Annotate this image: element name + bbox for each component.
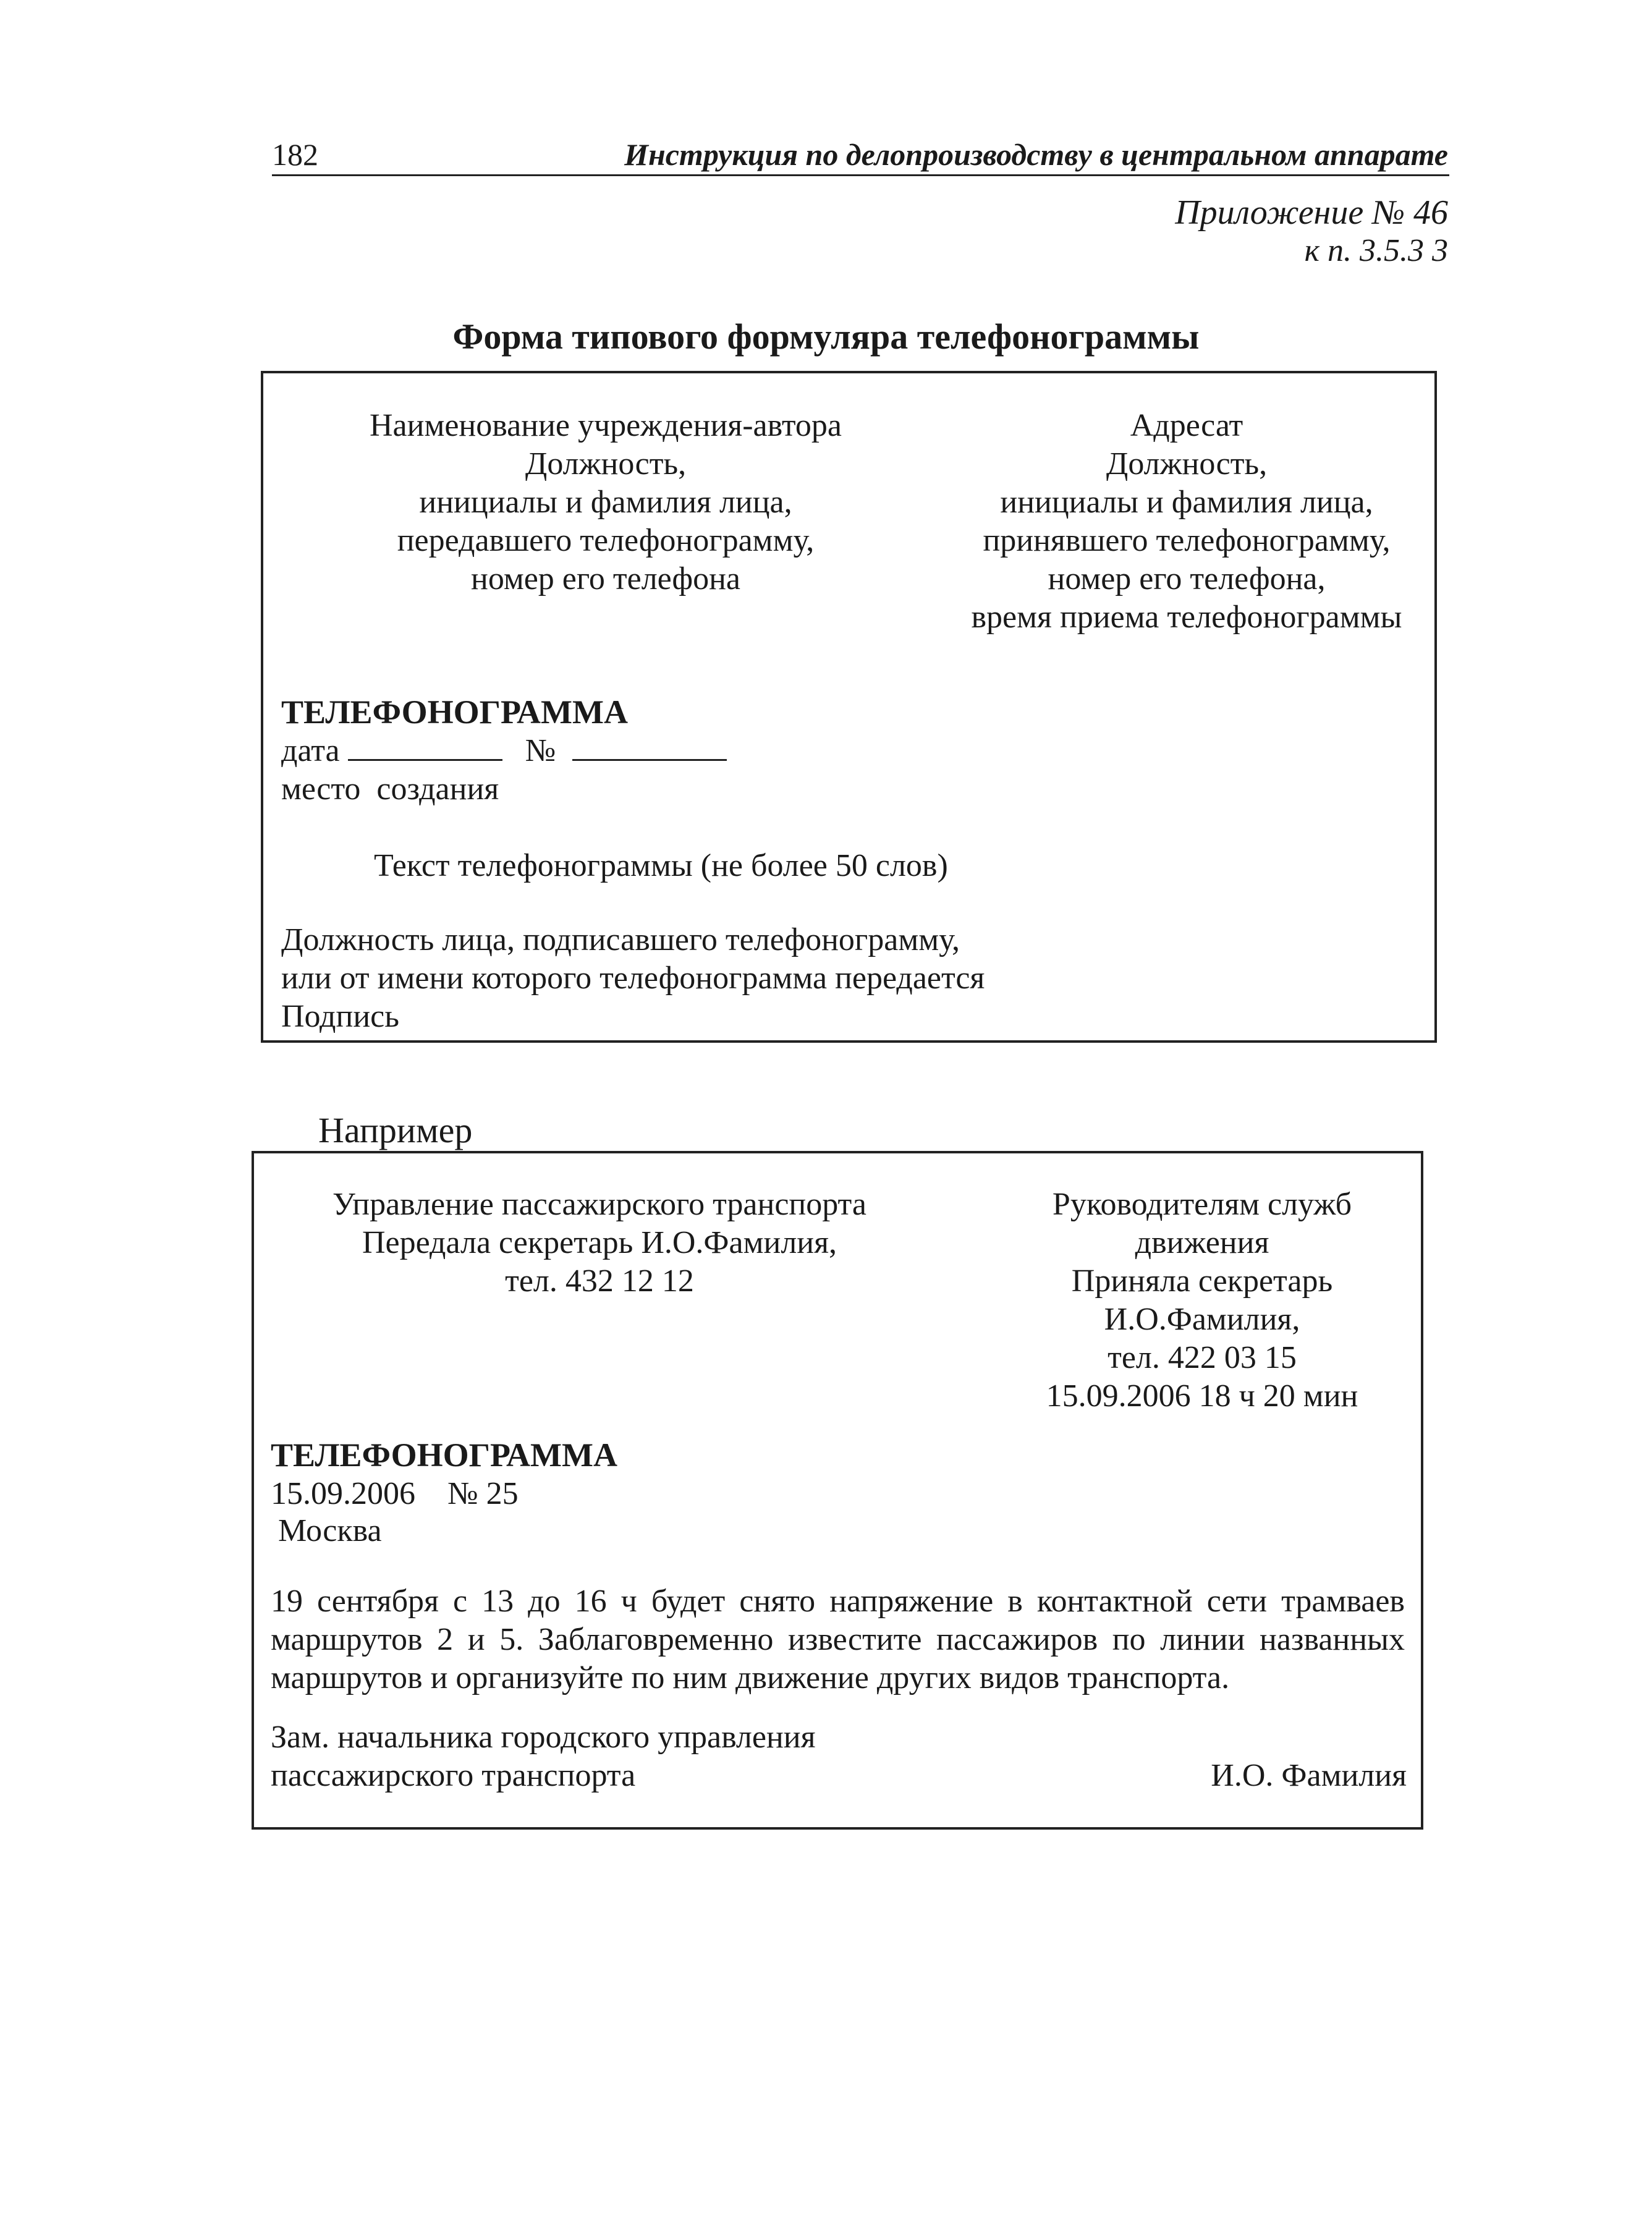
example-addressee-line: тел. 422 03 15: [1108, 1340, 1297, 1375]
example-date-number: 15.09.2006 № 25: [271, 1476, 519, 1511]
template-addressee-line: Должность,: [1106, 446, 1268, 482]
template-telephonogram-heading: ТЕЛЕФОНОГРАММА: [281, 694, 628, 731]
template-place-label: место создания: [281, 771, 499, 807]
template-signature-block: [281, 921, 985, 1036]
template-addressee-line: принявшего телефонограмму,: [983, 523, 1391, 558]
form-title: Форма типового формуляра телефонограммы: [452, 316, 1200, 357]
example-addressee-line: Руководителям служб: [1052, 1187, 1352, 1222]
example-addressee-line: движения: [1135, 1225, 1269, 1260]
header-rule: [272, 174, 1449, 176]
example-city: Москва: [278, 1513, 382, 1548]
example-message-line: маршрутов 2 и 5. Заблаговременно известите пассажиров по линии названных: [271, 1622, 1405, 1657]
example-sender-block: [290, 1186, 909, 1301]
example-signer-name: И.О. Фамилия: [1211, 1758, 1407, 1793]
template-addressee-block: [952, 407, 1421, 637]
template-sender-line: передавшего телефонограмму,: [397, 523, 815, 558]
template-sender-line: Наименование учреждения-автора: [369, 408, 842, 443]
example-addressee-line: И.О.Фамилия,: [1104, 1302, 1300, 1337]
running-title: Инструкция по делопроизводству в центральном аппарате: [624, 137, 1448, 172]
example-sender-line: Передала секретарь И.О.Фамилия,: [362, 1225, 837, 1260]
date-label: дата: [281, 733, 340, 768]
example-message-line: маршрутов и организуйте по ним движение других видов транспорта.: [271, 1660, 1230, 1695]
date-blank: [348, 732, 502, 761]
example-sender-line: Управление пассажирского транспорта: [333, 1187, 866, 1222]
template-sender-line: Должность,: [525, 446, 687, 482]
example-addressee-block: [964, 1186, 1440, 1415]
example-signer-line: пассажирского транспорта: [271, 1758, 636, 1793]
example-addressee-line: 15.09.2006 18 ч 20 мин: [1046, 1378, 1358, 1414]
example-message-line: 19 сентября с 13 до 16 ч будет снято напряжение в контактной сети трамваев: [271, 1584, 1405, 1619]
template-sender-line: номер его телефона: [470, 561, 740, 596]
template-addressee-line: номер его телефона,: [1048, 561, 1326, 596]
template-sender-block: [315, 407, 896, 598]
template-date-number-line: [281, 732, 727, 770]
example-telephonogram-heading: ТЕЛЕФОНОГРАММА: [271, 1436, 617, 1474]
example-sender-line: тел. 432 12 12: [505, 1263, 694, 1299]
number-label: №: [525, 733, 556, 768]
template-addressee-line: инициалы и фамилия лица,: [1000, 485, 1373, 520]
appendix-reference: к п. 3.5.3 3: [1304, 233, 1448, 268]
template-addressee-line: время приема телефонограммы: [971, 600, 1402, 635]
example-signer-line: Зам. начальника городского управления: [271, 1720, 816, 1755]
number-blank: [572, 732, 727, 761]
template-signature-line: или от имени которого телефонограмма передается: [281, 961, 985, 996]
example-message: [271, 1582, 1405, 1697]
example-addressee-line: Приняла секретарь: [1071, 1263, 1333, 1299]
template-signature-line: Должность лица, подписавшего телефонограмму,: [281, 922, 960, 957]
template-addressee-line: Адресат: [1130, 408, 1243, 443]
template-sender-line: инициалы и фамилия лица,: [419, 485, 792, 520]
appendix-label: Приложение № 46: [1175, 193, 1448, 232]
example-signer-position: [271, 1718, 816, 1795]
example-label: Например: [318, 1110, 473, 1150]
template-signature-line: Подпись: [281, 999, 399, 1034]
page-number: 182: [272, 137, 318, 172]
template-text-placeholder: Текст телефонограммы (не более 50 слов): [374, 848, 948, 883]
